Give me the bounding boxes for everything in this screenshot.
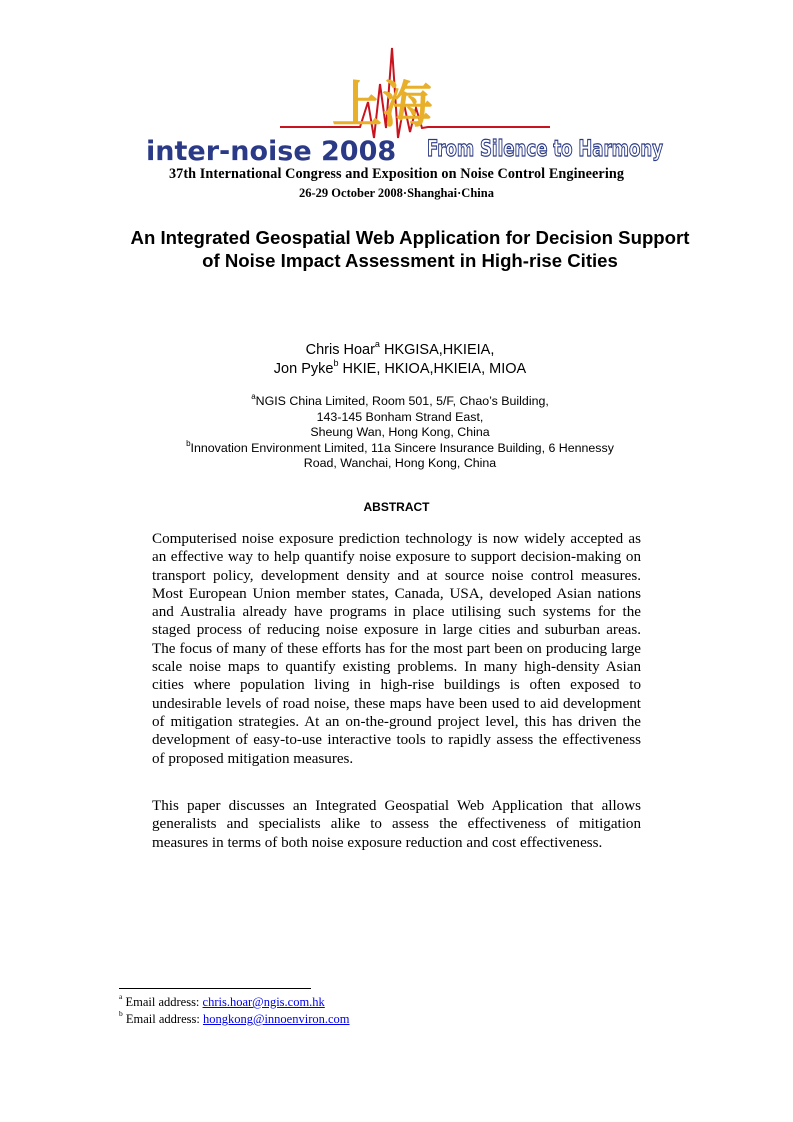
- affiliation-a-line-2: 143-145 Bonham Strand East,: [316, 409, 484, 424]
- author-1-credentials: HKGISA,HKIEIA,: [379, 342, 495, 358]
- affiliation-a-mark: a: [251, 391, 256, 401]
- footnote-a: [119, 991, 325, 1010]
- affiliation-a-text-1: NGIS China Limited, Room 501, 5/F, Chao’s Building,: [255, 394, 549, 408]
- conference-logo: [130, 44, 690, 168]
- author-2-mark: b: [333, 358, 339, 369]
- author-1: [150, 341, 650, 360]
- abstract-heading: ABSTRACT: [363, 500, 430, 514]
- author-2: [150, 360, 650, 379]
- logo-chinese-text: 上海: [332, 76, 432, 134]
- affiliation-b-text-1: Innovation Environment Limited, 11a Sincere Insurance Building, 6 Hennessy: [190, 440, 614, 455]
- author-1-mark: a: [374, 339, 380, 350]
- affiliation-b-line-2: Road, Wanchai, Hong Kong, China: [303, 456, 497, 471]
- footnote-b-label: Email address:: [122, 1012, 203, 1026]
- affiliation-a-line-1: [120, 391, 680, 410]
- affiliation-b-mark: b: [186, 438, 191, 448]
- footnote-a-label: Email address:: [122, 995, 203, 1009]
- footnote-a-mark: a: [119, 991, 123, 1001]
- affiliation-b-line-1: [120, 438, 680, 457]
- paper-title: [100, 226, 720, 272]
- paper-title-line-1: An Integrated Geospatial Web Application for Decision Support: [130, 227, 690, 248]
- affiliations: [120, 391, 680, 472]
- footnote-b-mark: b: [119, 1008, 123, 1018]
- conference-date: 26-29 October 2008·Shanghai·China: [299, 186, 494, 200]
- logo-tagline-text: From Silence to Harmony: [427, 137, 663, 162]
- author-2-credentials: HKIE, HKIOA,HKIEIA, MIOA: [338, 361, 527, 377]
- author-1-name: Chris Hoar: [305, 342, 375, 358]
- paper-title-line-2: of Noise Impact Assessment in High-rise Cities: [202, 250, 618, 271]
- footnote-b: [119, 1008, 350, 1027]
- affiliation-a-line-3: Sheung Wan, Hong Kong, China: [310, 425, 490, 440]
- author-list: [150, 341, 650, 379]
- conference-title: 37th International Congress and Exposition on Noise Control Engineering: [168, 166, 625, 182]
- logo-brand-text: inter-noise 2008: [146, 136, 397, 167]
- footnote-b-email-link[interactable]: hongkong@innoenviron.com: [202, 1012, 350, 1026]
- abstract-paragraph-1: Computerised noise exposure prediction technology is now widely accepted as an effective way to help quantify noise exposure to support decision-making on transport policy, development density and at source noise control measures. Most European Union member states, Canada, USA, developed Asian nations and Australia already have programs in place utilising such systems for the staged process of reducing noise exposure in large cities and suburban areas. The focus of many of these efforts has for the most part been on producing large scale noise maps to quantify existing problems. In many high-density Asian cities where population living in high-rise buildings is often exposed to undesirable levels of road noise, these maps have been used to aid development of mitigation strategies. At an on-the-ground project level, this has driven the development of easy-to-use interactive tools to rapidly assess the effectiveness of proposed mitigation measures.: [152, 531, 641, 767]
- author-2-name: Jon Pyke: [273, 361, 334, 377]
- footnote-divider: [119, 988, 311, 989]
- footnote-a-email-link[interactable]: chris.hoar@ngis.com.hk: [202, 995, 325, 1009]
- abstract-paragraph-2: This paper discusses an Integrated Geospatial Web Application that allows generalists and specialists alike to assess the effectiveness of mitigation measures in terms of both noise exposure reduction and cost effectiveness.: [152, 798, 641, 851]
